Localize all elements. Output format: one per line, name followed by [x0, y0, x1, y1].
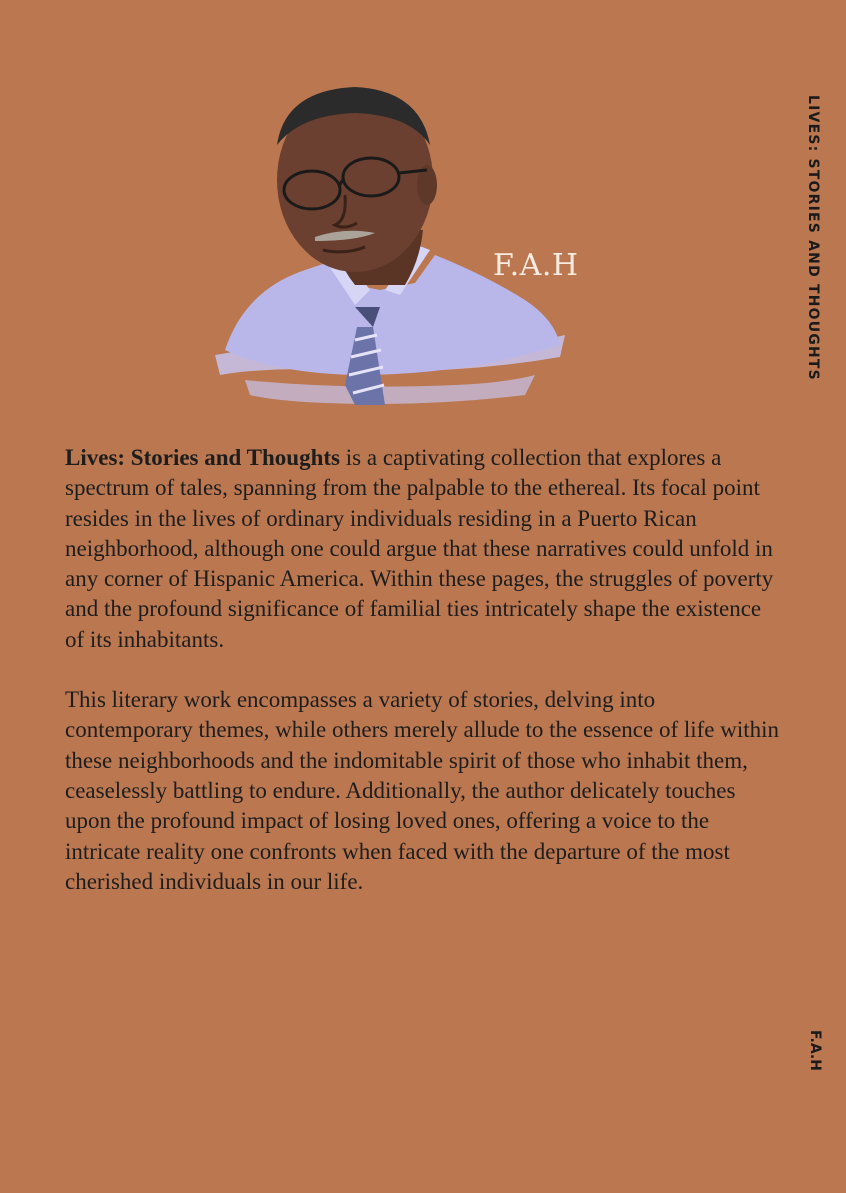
description-paragraph-1 — [65, 443, 785, 655]
book-title: Lives: Stories and Thoughts — [65, 445, 341, 470]
author-portrait — [205, 45, 585, 425]
paragraph-1-text: is a captivating collection that explores a spectrum of tales, spanning from the palpable to the ethereal. Its focal point resides in the lives of ordinary individuals residing in a Puerto Rican neighborhood, although one could argue that these narratives could unfold in any corner of Hispanic America. Within these pages, the struggles of poverty and the profound significance of familial ties intricately shape the existence of its inhabitants. — [65, 445, 774, 652]
spine-author: F.A.H — [807, 1030, 823, 1071]
author-portrait-illustration — [205, 45, 585, 425]
portrait-caption: F.A.H — [493, 248, 579, 283]
description-paragraph-2: This literary work encompasses a variety of stories, delving into contemporary themes, while others merely allude to the essence of life within these neighborhoods and the indomitable spirit of those who inhabit them, ceaselessly battling to endure. Additionally, the author delicately touches upon the profound impact of losing loved ones, offering a voice to the intricate reality one confronts when faced with the departure of the most cherished individuals in our life. — [65, 687, 780, 894]
spine-title: LIVES: STORIES AND THOUGHTS — [805, 95, 821, 381]
book-description — [65, 443, 785, 927]
